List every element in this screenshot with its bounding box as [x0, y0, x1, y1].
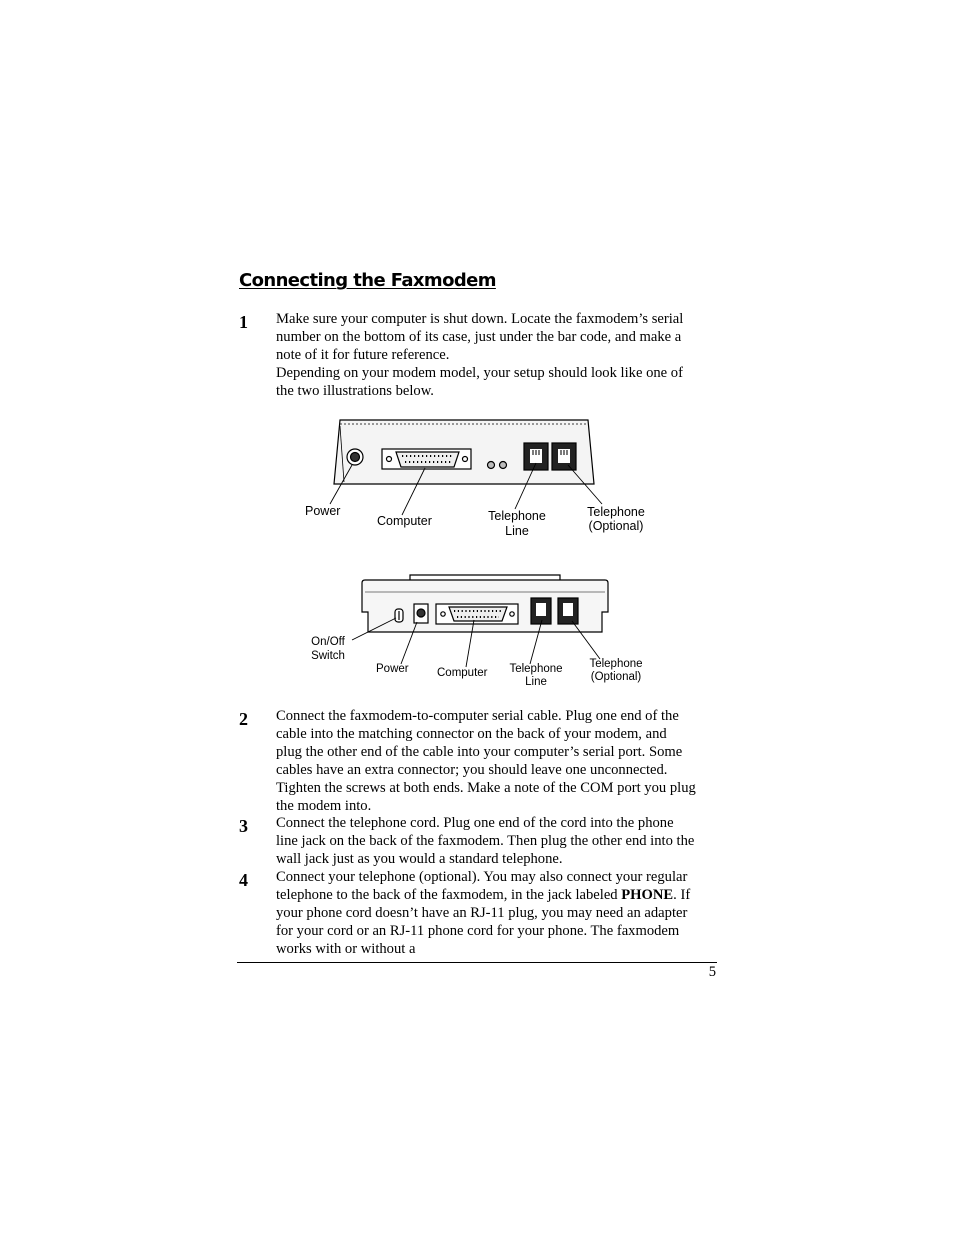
phone-jack-phone — [552, 443, 576, 470]
fig1-label-telephone-line-1: Telephone — [488, 509, 546, 523]
step-4-text-before: Connect your telephone (optional). You may also connect your regular telephone to the back of the faxmodem, in the jack labeled — [276, 869, 688, 903]
fig2-label-telephone-optional-1: Telephone — [589, 658, 643, 670]
phone-jack-line-2 — [531, 598, 551, 624]
serial-connector-2 — [436, 604, 518, 624]
fig2-label-switch — [308, 636, 348, 663]
fig1-label-telephone-optional-2: (Optional) — [588, 519, 644, 533]
step-4-number: 4 — [239, 870, 248, 890]
fig1-label-telephone-optional — [584, 505, 648, 533]
phone-jack-phone-2 — [558, 598, 578, 624]
fig1-label-telephone-line-2: Line — [505, 524, 529, 538]
fig1-label-telephone-optional-1: Telephone — [587, 505, 645, 519]
page-number: 5 — [708, 964, 716, 980]
fig1-label-power: Power — [305, 504, 341, 518]
phone-jack-line — [524, 443, 548, 470]
modem-rear-panel-1 — [330, 420, 602, 515]
fig2-label-telephone-line-1: Telephone — [509, 663, 563, 675]
fig2-label-switch-2: Switch — [311, 650, 345, 662]
step-2-text: Connect the faxmodem-to-computer serial cable. Plug one end of the cable into the matching connector on the back of your modem, and plug the other end of the cable into your computer’s serial port. Some cables have an extra connector; you should leave one unconnected. Tighten the screws at both ends. Make a note of the COM port you plug the modem into. — [276, 708, 696, 814]
fig2-label-computer: Computer — [437, 667, 488, 679]
step-1-paragraph-2: Depending on your modem model, your setup should look like one of the two illustrations below. — [276, 365, 683, 399]
fig2-label-telephone-optional — [585, 658, 647, 684]
step-1-paragraph-1: Make sure your computer is shut down. Locate the faxmodem’s serial number on the bottom of its case, just under the bar code, and make a note of it for future reference. — [276, 311, 684, 363]
modem-rear-panel-2 — [352, 575, 608, 667]
step-2-number: 2 — [239, 709, 248, 729]
serial-connector — [382, 449, 471, 469]
fig2-label-telephone-line-2: Line — [525, 676, 547, 688]
step-3-number: 3 — [239, 816, 248, 836]
fig1-label-telephone-line — [486, 509, 548, 538]
fig2-label-power: Power — [376, 663, 409, 675]
section-title: Connecting the Faxmodem — [239, 270, 496, 291]
fig2-label-telephone-optional-2: (Optional) — [590, 671, 642, 683]
on-off-switch — [395, 609, 403, 622]
fig1-label-computer: Computer — [377, 514, 432, 528]
step-4-text — [276, 868, 696, 958]
step-4-text-after: . If your phone cord doesn’t have an RJ-11 plug, you may need an adapter for your cord or an RJ-11 phone cord for your phone. The faxmodem works with or without a — [276, 887, 691, 957]
fig2-label-telephone-line — [506, 663, 566, 689]
step-3-text: Connect the telephone cord. Plug one end of the cord into the phone line jack on the back of the faxmodem. Then plug the other end into the wall jack just as you would a standard telephone. — [276, 815, 695, 867]
step-1-number: 1 — [239, 312, 248, 332]
phone-jack-label: PHONE — [621, 887, 674, 903]
footer-rule — [237, 962, 717, 963]
fig2-label-switch-1: On/Off — [311, 636, 345, 648]
power-jack — [347, 449, 363, 465]
power-jack-2 — [414, 604, 428, 623]
